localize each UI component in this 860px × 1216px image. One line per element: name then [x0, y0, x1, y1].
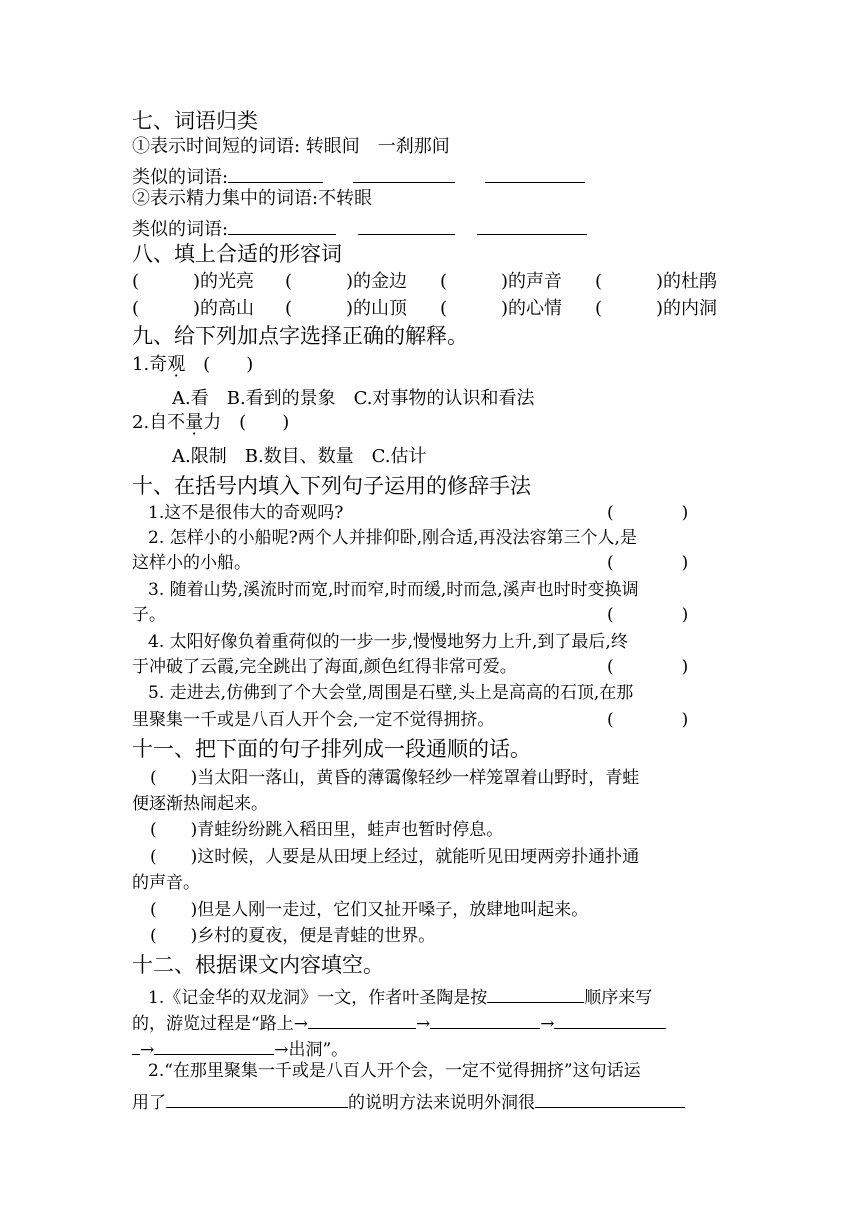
fill-blank[interactable]	[487, 985, 584, 1003]
s9-q1-options: A.看 B.看到的景象 C.对事物的认识和看法	[172, 388, 535, 409]
sentence-text: 但是人刚一走过，它们又扯开嗓子，放肆地叫起来。	[197, 900, 589, 920]
s11-sentence-c-cont: 的声音。	[132, 873, 200, 893]
section-8-title: 八、填上合适的形容词	[132, 242, 342, 266]
s10-q4-cont: 于冲破了云霞,完全跳出了海面,颜色红得非常可爱。	[132, 657, 517, 677]
sentence-text: 乡村的夏夜，便是青蛙的世界。	[197, 926, 436, 946]
section-12-title: 十二、根据课文内容填空。	[132, 953, 384, 977]
dotted-char: 量	[185, 412, 204, 433]
order-paren[interactable]: ( )	[150, 900, 198, 920]
arrow: →	[540, 1014, 555, 1034]
order-paren[interactable]: ( )	[150, 847, 198, 867]
s11-sentence-a	[150, 770, 639, 787]
similar-label: 类似的词语:	[132, 167, 229, 188]
arrow: →	[415, 1014, 431, 1034]
s10-q2-cont: 这样小的小船。	[132, 553, 251, 573]
s10-q3-cont: 子。	[132, 605, 166, 625]
section-9-title: 九、给下列加点字选择正确的解释。	[132, 324, 468, 348]
s7-similar-row1	[132, 165, 585, 187]
question-text: 1.《记金华的双龙洞》一文，作者叶圣陶是按	[148, 988, 488, 1008]
fill-blank[interactable]	[308, 1011, 416, 1029]
similar-label: 类似的词语:	[132, 219, 229, 240]
s10-q2: 2. 怎样小的小船呢?两个人并排仰卧,刚合适,再没法容第三个人,是	[148, 528, 637, 548]
s10-q5-cont: 里聚集一千或是八百人开个会,一定不觉得拥挤。	[132, 710, 495, 730]
fill-blank[interactable]	[228, 165, 323, 183]
s10-q5: 5. 走进去,仿佛到了个大会堂,周围是石壁,头上是高高的石顶,在那	[148, 683, 634, 703]
s11-sentence-b	[150, 822, 503, 839]
s9-q1	[132, 356, 253, 374]
section-11-title: 十一、把下面的句子排列成一段通顺的话。	[132, 737, 531, 761]
fill-blank[interactable]	[554, 1011, 666, 1029]
s12-q1-cont2	[132, 1037, 348, 1059]
section-7-title: 七、词语归类	[132, 109, 258, 133]
s10-q4-answer[interactable]: ( )	[607, 657, 689, 677]
s12-q2-cont	[132, 1090, 685, 1112]
s7-line2: ②表示精力集中的词语:不转眼	[132, 188, 373, 209]
fill-blank[interactable]	[477, 217, 587, 235]
s8-item: ( )的心情	[440, 298, 563, 319]
s7-similar-row2	[132, 217, 587, 239]
sentence-text: 青蛙纷纷跳入稻田里，蛙声也暂时停息。	[197, 820, 504, 840]
fill-blank[interactable]	[485, 165, 585, 183]
sentence-text: 这时候，人要是从田埂上经过，就能听见田埂两旁扑通扑通	[197, 847, 640, 867]
fill-blank[interactable]	[353, 165, 455, 183]
s11-sentence-a-cont: 便逐渐热闹起来。	[132, 794, 268, 814]
question-text: 的，游览过程是“路上→	[132, 1014, 308, 1034]
question-text: 顺序来写	[584, 988, 653, 1008]
s8-item: ( )的内洞	[595, 298, 718, 319]
fill-blank[interactable]	[132, 1037, 140, 1055]
order-paren[interactable]: ( )	[150, 768, 198, 788]
dotted-char: 观	[167, 354, 186, 375]
s10-q1: 1.这不是很伟大的奇观吗?	[148, 503, 344, 523]
s8-item: ( )的高山	[132, 298, 255, 319]
question-number: 2.	[132, 412, 150, 433]
s7-line1: ①表示时间短的词语: 转眼间 一刹那间	[132, 136, 450, 157]
s10-q1-answer[interactable]: ( )	[607, 503, 689, 523]
s11-sentence-d	[150, 902, 588, 919]
s10-q3-answer[interactable]: ( )	[607, 605, 689, 625]
s12-q1	[148, 985, 652, 1007]
section-10-title: 十、在括号内填入下列句子运用的修辞手法	[132, 474, 531, 498]
s8-item: ( )的声音	[440, 271, 563, 292]
question-text: 的说明方法来说明外洞很	[348, 1093, 535, 1113]
fill-blank[interactable]	[430, 1011, 540, 1029]
fill-blank[interactable]	[358, 217, 455, 235]
question-text: 自不	[149, 412, 186, 433]
s12-q2: 2.“在那里聚集一千或是八百人开个会，一定不觉得拥挤”这句话运	[148, 1061, 641, 1081]
s8-item: ( )的山顶	[285, 298, 408, 319]
question-text: 奇	[149, 354, 168, 375]
question-text: 用了	[132, 1093, 166, 1113]
s8-item: ( )的光亮	[132, 271, 255, 292]
s10-q2-answer[interactable]: ( )	[607, 553, 689, 573]
question-number: 1.	[132, 354, 150, 375]
answer-paren[interactable]: ( )	[185, 354, 254, 375]
order-paren[interactable]: ( )	[150, 820, 198, 840]
s11-sentence-c	[150, 849, 639, 866]
s9-q2	[132, 414, 289, 432]
s8-item: ( )的金边	[285, 271, 408, 292]
answer-paren[interactable]: 力 ( )	[203, 412, 290, 433]
s10-q3: 3. 随着山势,溪流时而宽,时而窄,时而缓,时而急,溪声也时时变换调	[148, 580, 639, 600]
s10-q4: 4. 太阳好像负着重荷似的一步一步,慢慢地努力上升,到了最后,终	[148, 632, 628, 652]
s9-q2-options: A.限制 B.数目、数量 C.估计	[172, 446, 427, 467]
s11-sentence-e	[150, 928, 435, 945]
fill-blank[interactable]	[154, 1037, 274, 1055]
question-text: →出洞”。	[274, 1040, 349, 1060]
fill-blank[interactable]	[535, 1090, 685, 1108]
fill-blank[interactable]	[228, 217, 336, 235]
fill-blank[interactable]	[166, 1090, 348, 1108]
s8-item: ( )的杜鹃	[595, 271, 718, 292]
s10-q5-answer[interactable]: ( )	[607, 710, 689, 730]
s12-q1-cont	[132, 1011, 666, 1033]
order-paren[interactable]: ( )	[150, 926, 198, 946]
arrow: →	[140, 1040, 155, 1060]
sentence-text: 当太阳一落山，黄昏的薄霭像轻纱一样笼罩着山野时，青蛙	[197, 768, 640, 788]
